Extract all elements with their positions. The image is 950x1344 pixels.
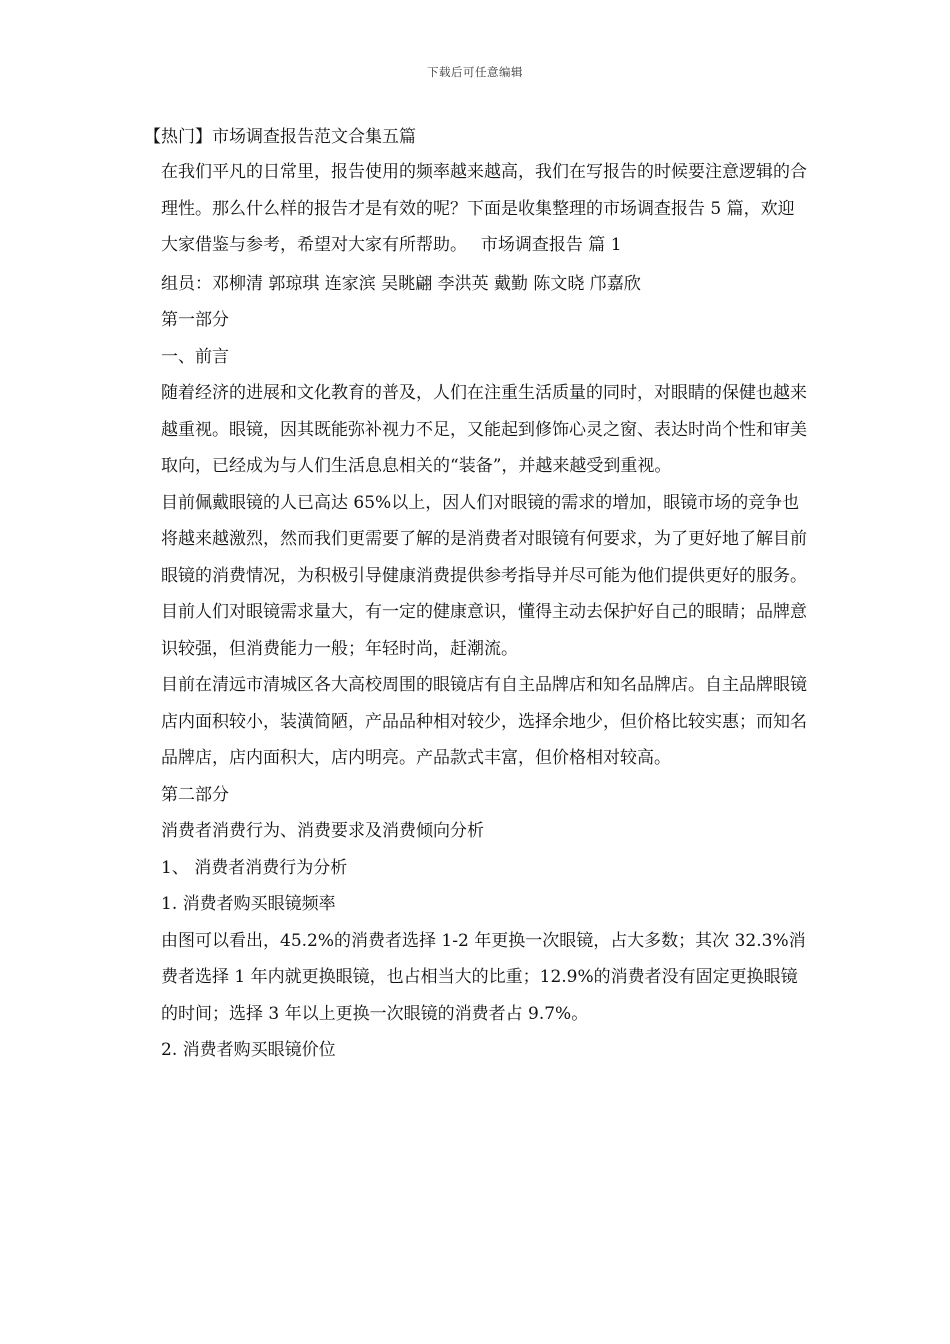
section-heading-part-one: 第一部分 bbox=[161, 310, 229, 330]
body-paragraph: 目前佩戴眼镜的人已高达 65%以上，因人们对眼镜的需求的增加，眼镜市场的竞争也将越来越激烈，然而我们更需要了解的是消费者对眼镜有何要求，为了更好地了解目前眼镜的消费情况，为积极引导健康消费提供参考指导并尽可能为他们提供更好的服务。 bbox=[161, 492, 807, 586]
team-members-line: 组员：邓柳清 郭琼琪 连家滨 吴眺翩 李洪英 戴勤 陈文晓 邝嘉欣 bbox=[161, 273, 641, 294]
intro-paragraph: 在我们平凡的日常里，报告使用的频率越来越高，我们在写报告的时候要注意逻辑的合理性。那么什么样的报告才是有效的呢？下面是收集整理的市场调查报告 5 篇，欢迎大家借鉴与参考，希望对大家有所帮助。 市场调查报告 篇 1 bbox=[161, 162, 807, 255]
subheading-preface: 一、前言 bbox=[161, 346, 229, 367]
body-paragraph: 目前在清远市清城区各大高校周围的眼镜店有自主品牌店和知名品牌店。自主品牌眼镜店内面积较小，装潢简陋，产品品种相对较少，选择余地少，但价格比较实惠；而知名品牌店，店内面积大，店内明亮。产品款式丰富，但价格相对较高。 bbox=[161, 675, 807, 768]
subheading-behavior-analysis: 1、 消费者消费行为分析 bbox=[161, 857, 348, 878]
subheading-consumer-analysis: 消费者消费行为、消费要求及消费倾向分析 bbox=[161, 821, 484, 841]
subheading-purchase-frequency: 1. 消费者购买眼镜频率 bbox=[161, 894, 336, 914]
document-title: 【热门】市场调查报告范文合集五篇 bbox=[144, 127, 416, 147]
body-paragraph: 目前人们对眼镜需求量大，有一定的健康意识，懂得主动去保护好自己的眼睛；品牌意识较强，但消费能力一般；年轻时尚，赶潮流。 bbox=[161, 602, 807, 659]
section-heading-part-two: 第二部分 bbox=[161, 784, 229, 805]
document-body bbox=[144, 120, 808, 1069]
body-paragraph: 随着经济的进展和文化教育的普及，人们在注重生活质量的同时，对眼睛的保健也越来越重视。眼镜，因其既能弥补视力不足，又能起到修饰心灵之窗、表达时尚个性和审美取向，已经成为与人们生活息息相关的“装备”，并越来越受到重视。 bbox=[161, 383, 807, 476]
subheading-purchase-price: 2. 消费者购买眼镜价位 bbox=[161, 1040, 336, 1060]
page-header: 下载后可任意编辑 bbox=[427, 65, 523, 79]
body-paragraph: 由图可以看出，45.2%的消费者选择 1-2 年更换一次眼镜，占大多数；其次 32.3%消费者选择 1 年内就更换眼镜，也占相当大的比重；12.9%的消费者没有固定更换眼镜的时间；选择 3 年以上更换一次眼镜的消费者占 9.7%。 bbox=[161, 930, 806, 1024]
